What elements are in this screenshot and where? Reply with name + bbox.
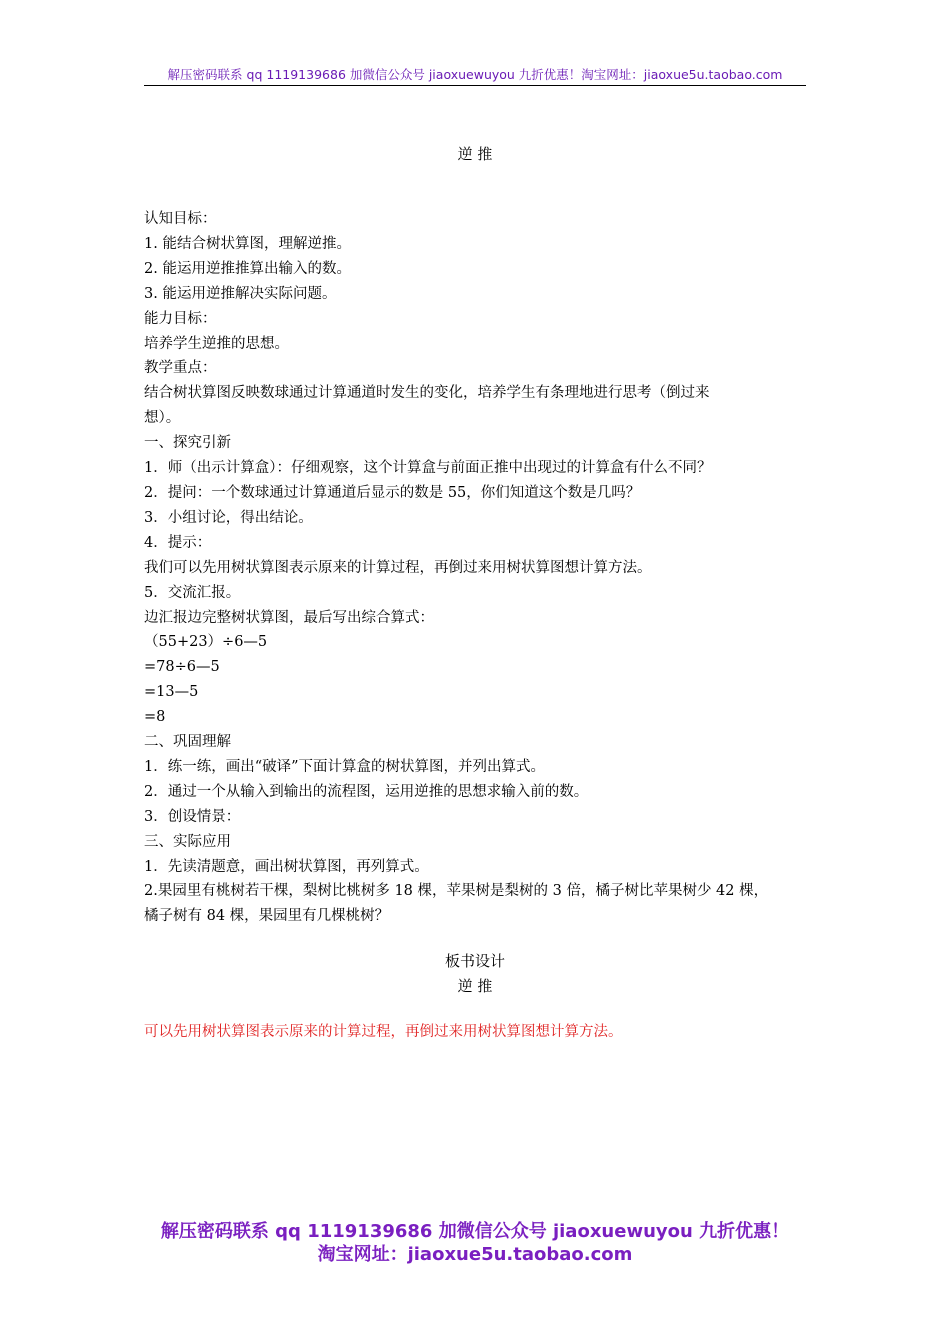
body-line: 教学重点：	[144, 360, 217, 377]
footer-line-1: 解压密码联系 qq 1119139686 加微信公众号 jiaoxuewuyou 九折优惠！	[160, 1221, 790, 1242]
body-line: 1．师（出示计算盒）：仔细观察，这个计算盒与前面正推中出现过的计算盒有什么不同？	[144, 460, 712, 477]
body-line: =13—5	[144, 684, 199, 701]
body-line: 3．创设情景：	[144, 808, 241, 825]
body-line: 3．小组讨论，得出结论。	[144, 509, 313, 526]
body-line: 结合树状算图反映数球通过计算通道时发生的变化，培养学生有条理地进行思考（倒过来	[144, 385, 710, 402]
body-line: 三、实际应用	[144, 833, 231, 850]
body-line: 认知目标：	[144, 211, 217, 227]
board-title: 逆 推	[457, 977, 493, 995]
body-line: 1. 能结合树状算图，理解逆推。	[144, 235, 351, 252]
body-line: 二、巩固理解	[144, 734, 231, 751]
body-line: 边汇报边完整树状算图，最后写出综合算式：	[144, 609, 434, 626]
body-line: 2. 能运用逆推推算出输入的数。	[144, 260, 351, 277]
header-banner	[144, 66, 806, 86]
body-line: 我们可以先用树状算图表示原来的计算过程，再倒过来用树状算图想计算方法。	[144, 559, 652, 576]
body-line: 能力目标：	[144, 310, 217, 327]
board-heading: 板书设计	[444, 952, 505, 970]
header-text: 解压密码联系 qq 1119139686 加微信公众号 jiaoxuewuyou 九折优惠！淘宝网址：jiaoxue5u.taobao.com	[167, 67, 783, 82]
body-line: =78÷6—5	[144, 659, 220, 676]
footer-banner	[0, 1220, 950, 1266]
board-design	[0, 949, 950, 999]
body-line: 一、探究引新	[144, 435, 231, 452]
body-line: 想）。	[144, 410, 181, 427]
body-line: 4．提示：	[144, 534, 212, 551]
body-line: 培养学生逆推的思想。	[144, 335, 289, 352]
body-line: 2．提问：一个数球通过计算通道后显示的数是 55，你们知道这个数是几吗？	[144, 484, 641, 501]
board-note: 可以先用树状算图表示原来的计算过程，再倒过来用树状算图想计算方法。	[144, 1024, 623, 1040]
body-line: 2．通过一个从输入到输出的流程图，运用逆推的思想求输入前的数。	[144, 783, 589, 800]
body-line: 1．先读清题意，画出树状算图，再列算式。	[144, 858, 429, 875]
lesson-body	[144, 207, 809, 929]
page-title: 逆 推	[457, 145, 493, 163]
body-line: 1．练一练，画出“破译”下面计算盒的树状算图，并列出算式。	[144, 758, 546, 775]
body-line: =8	[144, 709, 166, 726]
body-line: 5．交流汇报。	[144, 584, 241, 601]
body-line: （55+23）÷6—5	[144, 634, 268, 651]
footer-line-2: 淘宝网址：jiaoxue5u.taobao.com	[317, 1244, 633, 1265]
body-line: 2.果园里有桃树若干棵，梨树比桃树多 18 棵，苹果树是梨树的 3 倍，橘子树比苹果树少 42 棵，	[144, 883, 769, 900]
body-line: 3. 能运用逆推解决实际问题。	[144, 285, 337, 302]
body-line: 橘子树有 84 棵，果园里有几棵桃树？	[144, 908, 390, 925]
